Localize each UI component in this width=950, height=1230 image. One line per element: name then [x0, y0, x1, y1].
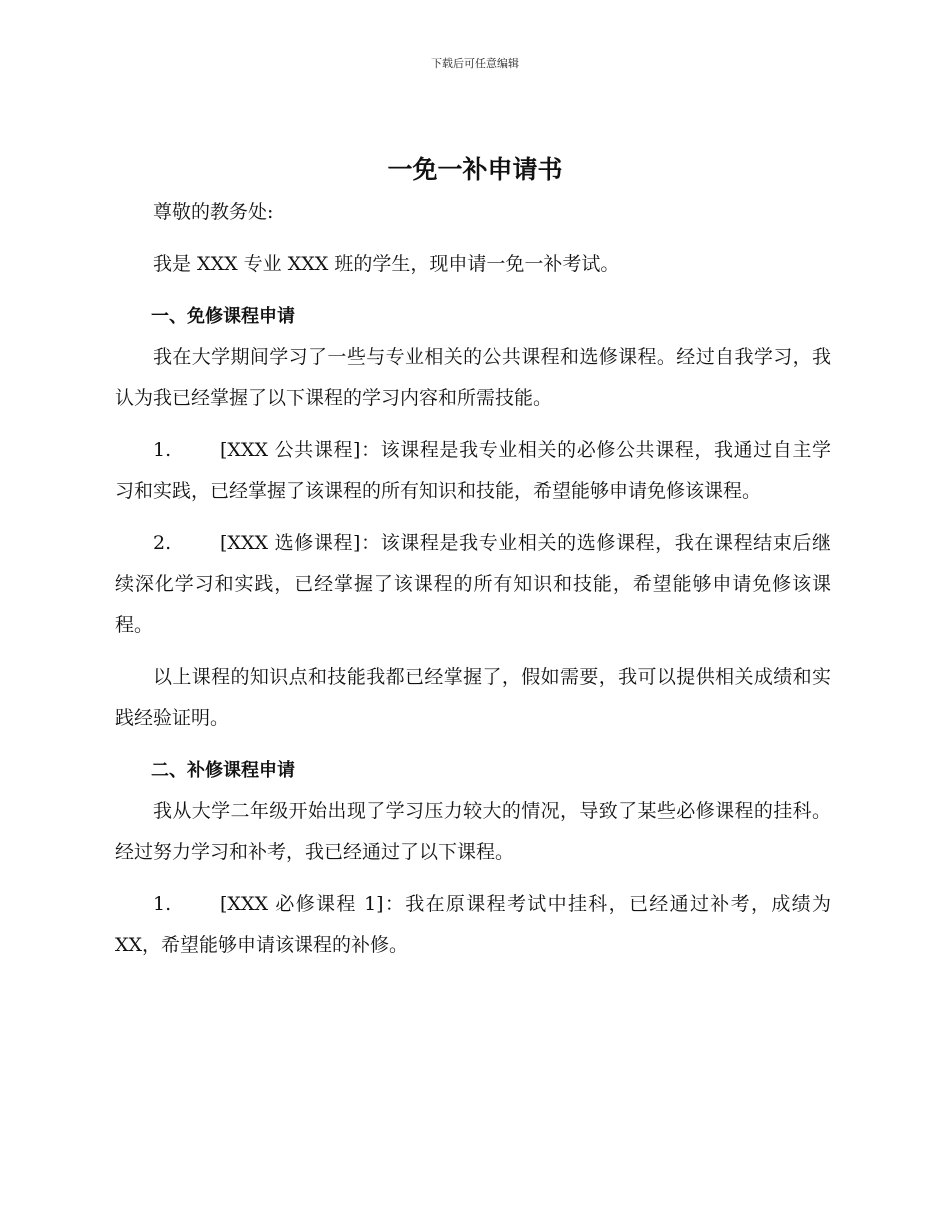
item-number: 1. [153, 893, 172, 915]
header-note: 下载后可任意编辑 [431, 57, 519, 70]
section1-item-2 [115, 523, 831, 646]
section2-heading: 二、补修课程申请 [151, 760, 295, 781]
document-title: 一免一补申请书 [387, 155, 563, 184]
section2-item-1 [115, 884, 831, 966]
document-body [115, 192, 831, 966]
section1-heading: 一、免修课程申请 [151, 306, 295, 327]
section1-closing: 以上课程的知识点和技能我都已经掌握了，假如需要，我可以提供相关成绩和实践经验证明。 [115, 666, 831, 729]
item-text: [XXX 必修课程 1]：我在原课程考试中挂科，已经通过补考，成绩为 XX，希望能够申请该课程的补修。 [115, 893, 831, 956]
section2-paragraph: 我从大学二年级开始出现了学习压力较大的情况，导致了某些必修课程的挂科。经过努力学习和补考，我已经通过了以下课程。 [115, 800, 831, 863]
item-text: [XXX 选修课程]：该课程是我专业相关的选修课程，我在课程结束后继续深化学习和实践，已经掌握了该课程的所有知识和技能，希望能够申请免修该课程。 [115, 532, 831, 636]
intro-paragraph: 我是 XXX 专业 XXX 班的学生，现申请一免一补考试。 [153, 253, 620, 275]
section1-item-1 [115, 430, 831, 512]
salutation: 尊敬的教务处: [153, 201, 274, 223]
section1-paragraph: 我在大学期间学习了一些与专业相关的公共课程和选修课程。经过自我学习，我认为我已经掌握了以下课程的学习内容和所需技能。 [115, 346, 831, 409]
item-number: 2. [153, 532, 172, 554]
item-number: 1. [153, 439, 172, 461]
item-text: [XXX 公共课程]：该课程是我专业相关的必修公共课程，我通过自主学习和实践，已经掌握了该课程的所有知识和技能，希望能够申请免修该课程。 [115, 439, 831, 502]
